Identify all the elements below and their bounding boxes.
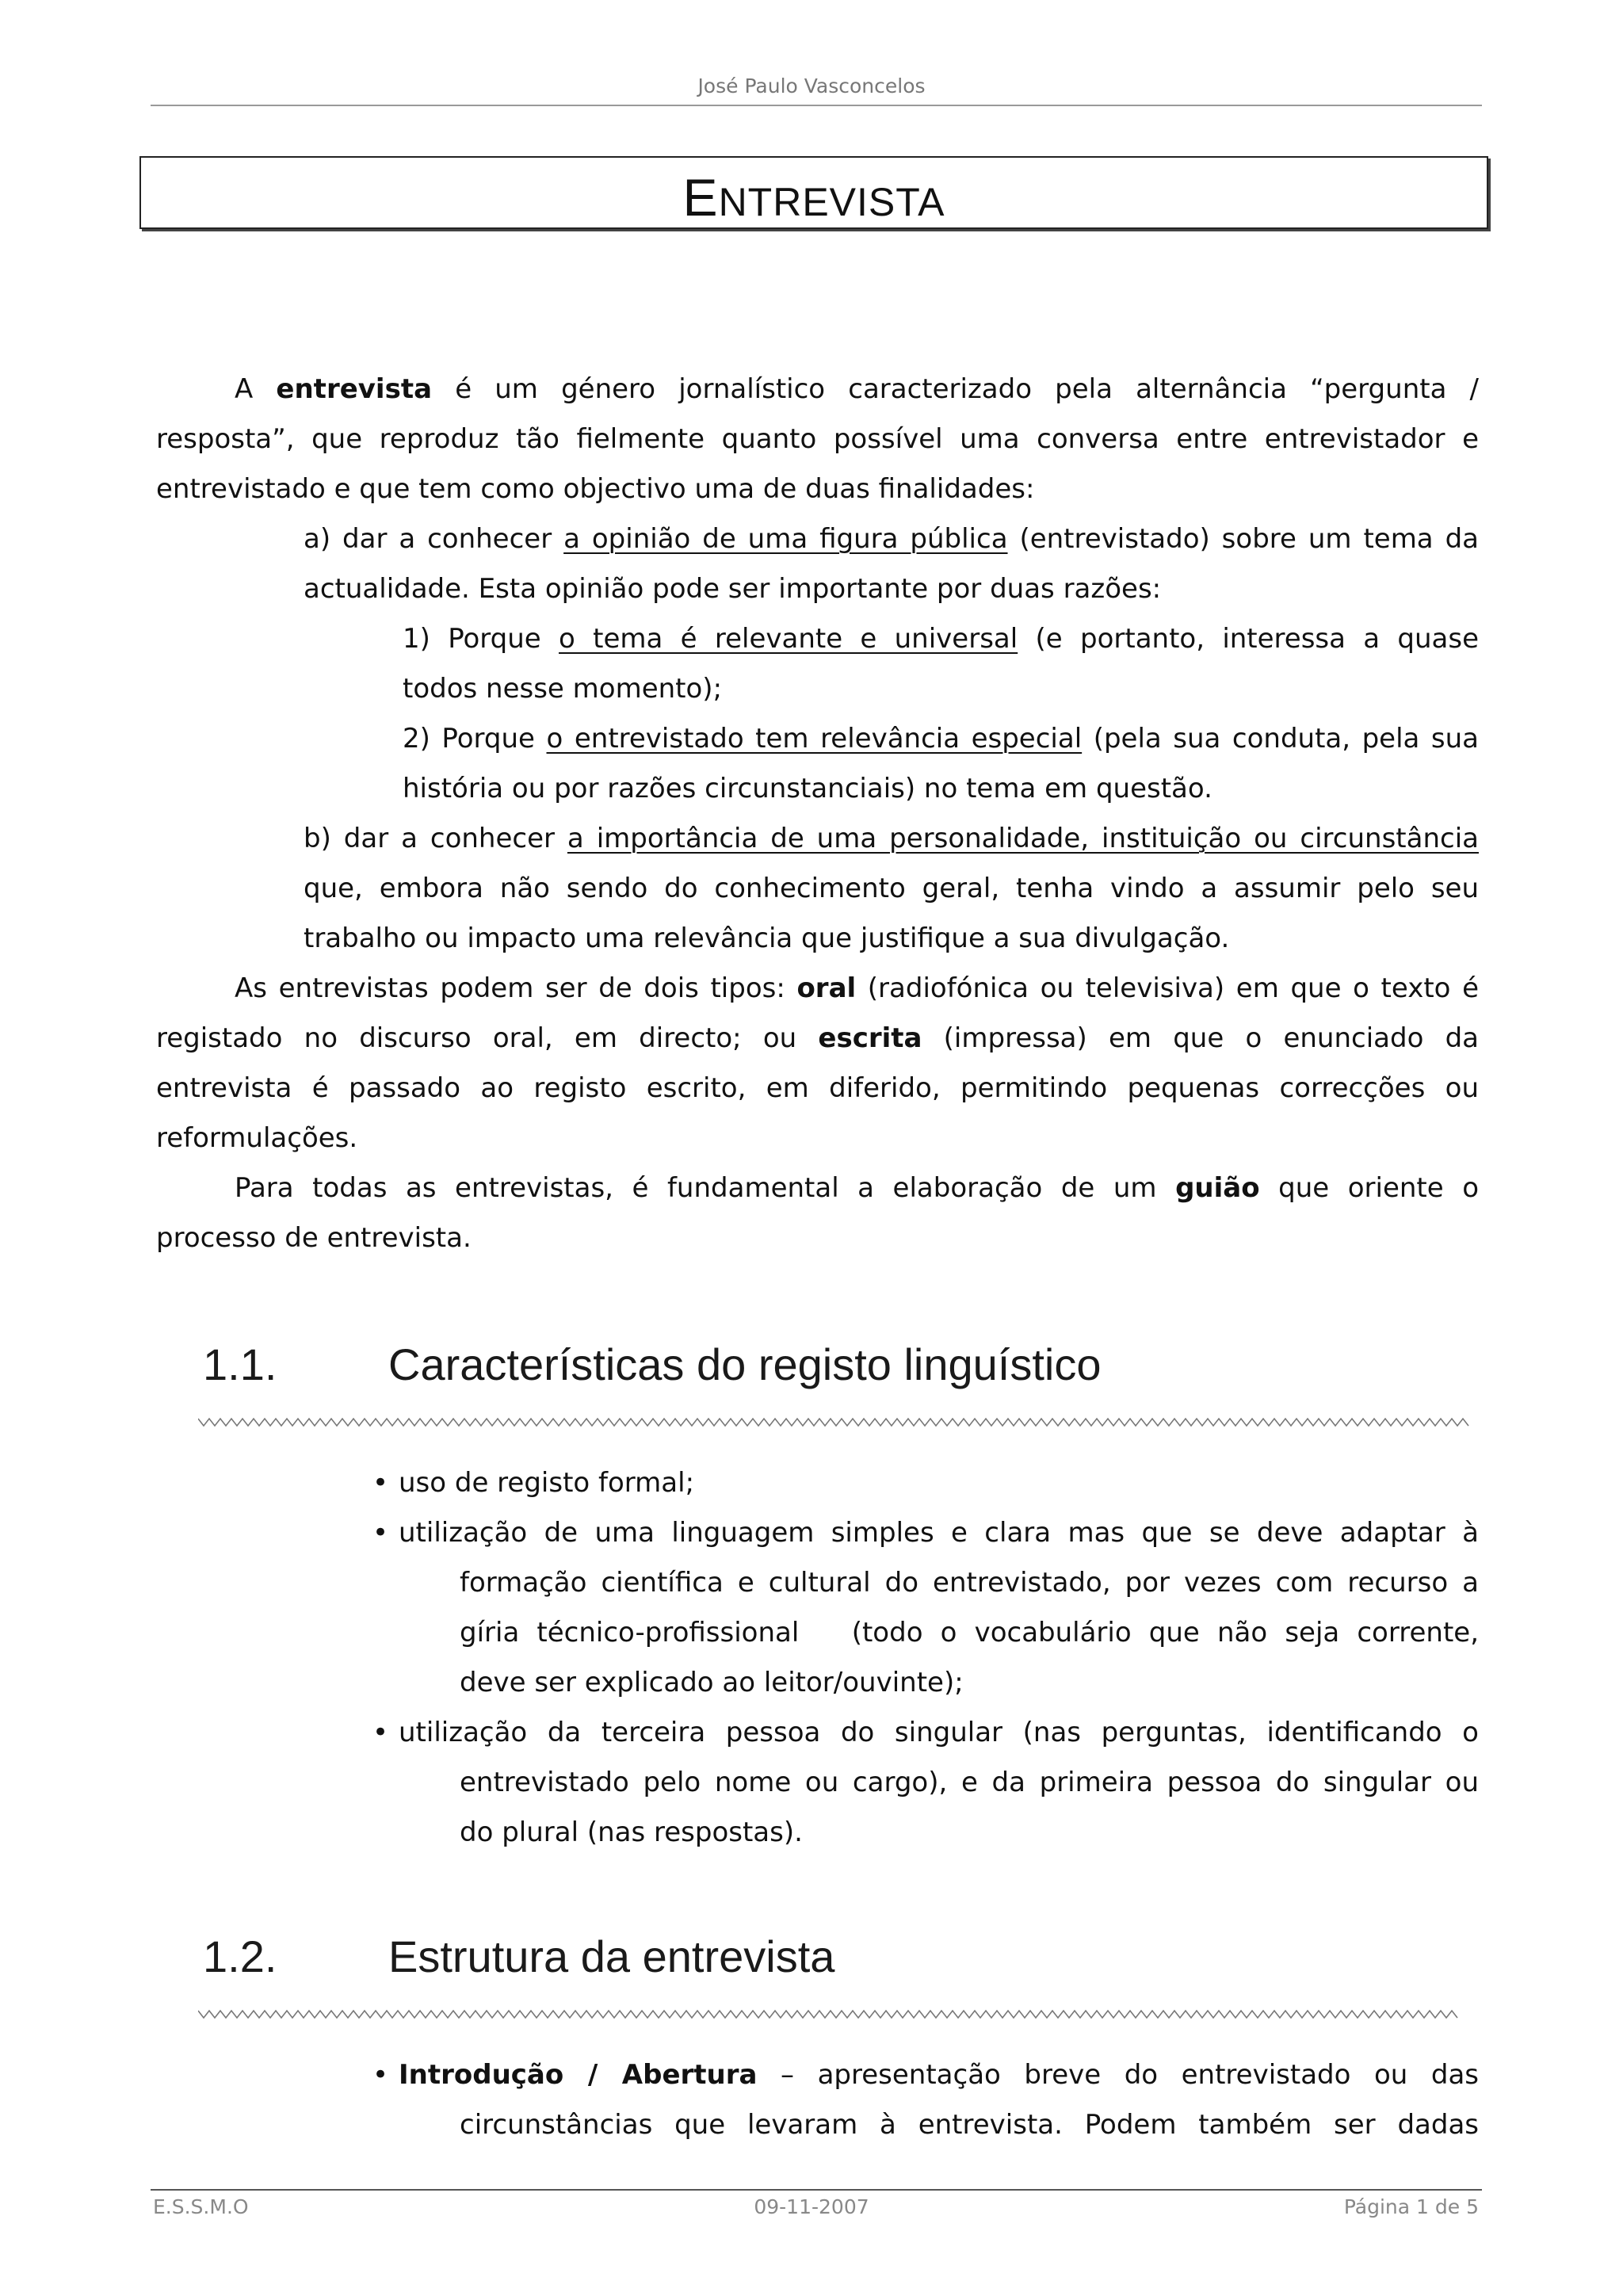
types-line-3: entrevista é passado ao registo escrito, em diferido, permitindo pequenas correcções ou — [156, 1072, 1479, 1104]
text: (pela sua conduta, pela sua — [1093, 723, 1479, 755]
bold-term: oral — [796, 972, 857, 1004]
section-1-bullet-3-line-1: utilização da terceira pessoa do singular (nas perguntas, identificando o — [399, 1717, 1479, 1748]
title-box — [139, 156, 1488, 229]
bullet-dot: • — [372, 1467, 389, 1499]
header-divider — [151, 105, 1482, 106]
text: (radiofónica ou televisiva) em que o texto é — [867, 972, 1479, 1004]
underlined-text: a importância de uma personalidade, instituição ou circunstância — [567, 823, 1479, 854]
section-1-number: 1.1. — [203, 1339, 277, 1389]
footer-page-number: Página 1 de 5 — [1343, 2195, 1479, 2218]
text: registado no discurso oral, em directo; ou — [156, 1022, 797, 1054]
title-first-letter: E — [682, 168, 719, 227]
types-line-2 — [156, 1014, 1479, 1064]
section-1-bullet-2-line-3: gíria técnico-profissional (todo o vocabulário que não seja corrente, — [460, 1617, 1479, 1648]
bullet-dot: • — [372, 1517, 389, 1549]
reason-2-line-1 — [403, 714, 1479, 764]
reason-1-line-1 — [403, 614, 1479, 664]
title-rest: NTREVISTA — [718, 180, 945, 224]
intro-line-2: resposta”, que reproduz tão fielmente quanto possível uma conversa entre entrevistador e — [156, 423, 1479, 455]
section-1-bullet-1: uso de registo formal; — [399, 1467, 695, 1499]
section-1-bullet-2-line-1: utilização de uma linguagem simples e clara mas que se deve adaptar à — [399, 1517, 1479, 1549]
text: (e portanto, interessa a quase — [1035, 623, 1479, 655]
text: – apresentação breve do entrevistado ou das — [781, 2059, 1479, 2091]
section-2-wavy-divider — [198, 2008, 1484, 2023]
bold-term: entrevista — [276, 373, 433, 405]
underlined-text: o entrevistado tem relevância especial — [546, 723, 1083, 755]
text: Para todas as entrevistas, é fundamental a elaboração de um — [235, 1172, 1157, 1204]
text: é um género jornalístico caracterizado pela alternância “pergunta / — [455, 373, 1479, 405]
section-2-number: 1.2. — [203, 1931, 277, 1981]
bold-term: guião — [1175, 1172, 1260, 1204]
header-author: José Paulo Vasconcelos — [697, 74, 926, 97]
reason-2-line-2: história ou por razões circunstanciais) no tema em questão. — [403, 773, 1212, 804]
bullet-dot: • — [372, 1717, 389, 1748]
item-a-line-2: actualidade. Esta opinião pode ser importante por duas razões: — [304, 573, 1162, 605]
section-1-bullet-3-line-3: do plural (nas respostas). — [460, 1817, 803, 1848]
text: As entrevistas podem ser de dois tipos: — [235, 972, 785, 1004]
intro-line-3: entrevistado e que tem como objectivo uma de duas finalidades: — [156, 473, 1035, 505]
types-line-1 — [235, 964, 1479, 1014]
section-1-bullet-2-line-2: formação científica e cultural do entrevistado, por vezes com recurso a — [460, 1567, 1479, 1599]
intro-line-1 — [235, 365, 1479, 415]
bullet-dot: • — [372, 2059, 389, 2091]
guiao-line-1 — [235, 1163, 1479, 1213]
text: que oriente o — [1278, 1172, 1479, 1204]
text: (entrevistado) sobre um tema da — [1019, 523, 1479, 555]
item-a-line-1 — [304, 514, 1479, 564]
section-1-title: Características do registo linguístico — [388, 1339, 1102, 1389]
reason-1-line-2: todos nesse momento); — [403, 673, 723, 705]
section-2-bullet-1-line-2: circunstâncias que levaram à entrevista. Podem também ser dadas — [460, 2109, 1479, 2141]
footer-school: E.S.S.M.O — [153, 2195, 249, 2218]
bold-term: Introdução / Abertura — [399, 2059, 758, 2091]
section-1-wavy-divider — [198, 1415, 1484, 1431]
text: a) dar a conhecer — [304, 523, 552, 555]
underlined-text: a opinião de uma figura pública — [563, 523, 1008, 555]
text: b) dar a conhecer — [304, 823, 555, 854]
text: (impressa) em que o enunciado da — [943, 1022, 1479, 1054]
text: A — [235, 373, 254, 405]
section-2-title: Estrutura da entrevista — [388, 1931, 835, 1981]
section-1-bullet-3-line-2: entrevistado pelo nome ou cargo), e da primeira pessoa do singular ou — [460, 1767, 1479, 1798]
section-1-bullet-2-line-4: deve ser explicado ao leitor/ouvinte); — [460, 1667, 964, 1698]
section-2-bullet-1-line-1 — [399, 2050, 1479, 2100]
guiao-line-2: processo de entrevista. — [156, 1222, 472, 1254]
bold-term: escrita — [818, 1022, 922, 1054]
footer-divider — [151, 2189, 1482, 2191]
item-b-line-2: que, embora não sendo do conhecimento geral, tenha vindo a assumir pelo seu — [304, 873, 1479, 904]
item-b-line-3: trabalho ou impacto uma relevância que justifique a sua divulgação. — [304, 923, 1230, 954]
underlined-text: o tema é relevante e universal — [559, 623, 1018, 655]
text: 1) Porque — [403, 623, 541, 655]
types-line-4: reformulações. — [156, 1122, 358, 1154]
page-title — [683, 170, 945, 230]
item-b-line-1 — [304, 814, 1479, 864]
text: 2) Porque — [403, 723, 535, 755]
footer-date: 09-11-2007 — [754, 2195, 869, 2218]
